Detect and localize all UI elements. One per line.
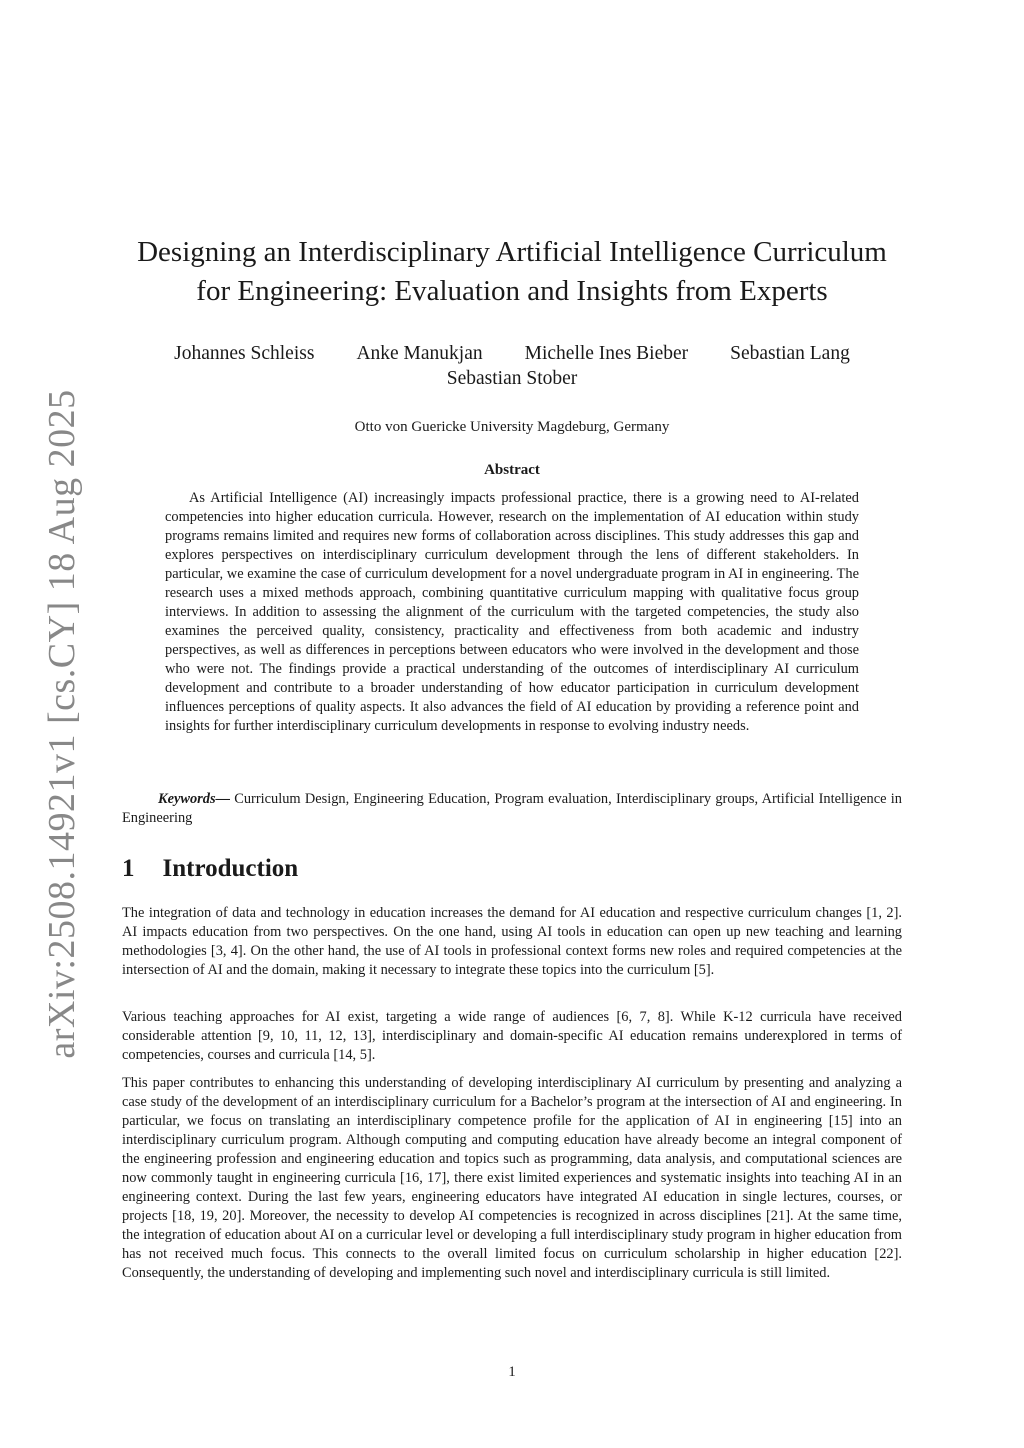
body-paragraph: This paper contributes to enhancing this understanding of developing interdisciplinary AI curriculum by presenting and analyzing a case study of the development of an interdisciplinary curriculum for a Bachelor’s program at the intersection of AI and engineering. In particular, we focus on translating an interdisciplinary competence profile for the application of AI in engineering [15] into an interdisciplinary curriculum program. Although computing and computing education have already become an integral component of the engineering profession and engineering education and topics such as programming, data analysis, and computational sciences are now commonly taught in engineering curricula [16, 17], there exist limited experiences and systematic insights into teaching AI in an engineering context. During the last few years, engineering educators have integrated AI education in single lectures, courses, or projects [18, 19, 20]. Moreover, the necessity to develop AI competencies is recognized in across disciplines [21]. At the same time, the integration of education about AI on a curricular level or developing a full interdisciplinary study program in higher education from has not received much focus. This connects to the overall limited focus on curriculum scholarship in higher education [22]. Consequently, the understanding of developing and implementing such novel and interdisciplinary curricula is still limited.: [122, 1075, 902, 1281]
keywords-label: Keywords—: [158, 791, 230, 807]
section-title: Introduction: [162, 855, 299, 882]
author-name: Anke Manukjan: [356, 343, 483, 364]
keywords: [122, 790, 902, 828]
paper-title-line-1: Designing an Interdisciplinary Artificial Intelligence Curriculum: [137, 236, 887, 268]
author-name: Sebastian Stober: [446, 368, 578, 389]
paper-title: [110, 233, 914, 311]
keywords-text: Curriculum Design, Engineering Education, Program evaluation, Interdisciplinary groups, Artificial Intelligence in Engineering: [122, 791, 902, 826]
section-heading-introduction: [122, 855, 298, 883]
body-paragraph: The integration of data and technology in education increases the demand for AI education and respective curriculum changes [1, 2]. AI impacts education from two perspectives. On the one hand, using AI tools in education can open up new teaching and learning methodologies [3, 4]. On the other hand, the use of AI tools in professional context forms new roles and required competencies at the intersection of AI and the domain, making it necessary to integrate these topics into the curriculum [5].: [122, 905, 902, 978]
body-paragraph: Various teaching approaches for AI exist, targeting a wide range of audiences [6, 7, 8]. While K-12 curricula have received considerable attention [9, 10, 11, 12, 13], interdisciplinary and domain-specific AI education remains underexplored in terms of competencies, courses and curricula [14, 5].: [122, 1009, 902, 1063]
abstract-heading: Abstract: [484, 462, 540, 478]
section-number: 1: [122, 855, 135, 882]
author-name: Johannes Schleiss: [174, 343, 315, 364]
author-name: Sebastian Lang: [730, 343, 850, 364]
page-number: 1: [508, 1364, 516, 1380]
paper-title-line-2: for Engineering: Evaluation and Insights from Experts: [196, 275, 828, 307]
abstract-body: As Artificial Intelligence (AI) increasingly impacts professional practice, there is a growing need to AI-related competencies into higher education curricula. However, research on the implementation of AI education within study programs remains limited and requires new forms of collaboration across disciplines. This study addresses this gap and explores perspectives on interdisciplinary curriculum development through the lens of different stakeholders. In particular, we examine the case of curriculum development for a novel undergraduate program in AI in engineering. The research uses a mixed methods approach, combining quantitative curriculum mapping with qualitative focus group interviews. In addition to assessing the alignment of the curriculum with the targeted competencies, the study also examines the perceived quality, consistency, practicality and effectiveness from both academic and industry perspectives, as well as differences in perceptions between educators who were involved in the development and those who were not. The findings provide a practical understanding of the outcomes of interdisciplinary AI curriculum development and contribute to a broader understanding of how educator participation in curriculum development influences perceptions of quality aspects. It also advances the field of AI education by providing a reference point and insights for further interdisciplinary curriculum developments in response to evolving industry needs.: [165, 490, 859, 734]
arxiv-sidebar-stamp: arXiv:2508.14921v1 [cs.CY] 18 Aug 2025: [41, 389, 83, 1059]
author-list: [110, 341, 914, 391]
author-name: Michelle Ines Bieber: [524, 343, 689, 364]
affiliation: Otto von Guericke University Magdeburg, Germany: [354, 419, 670, 435]
author-row: [110, 341, 914, 366]
